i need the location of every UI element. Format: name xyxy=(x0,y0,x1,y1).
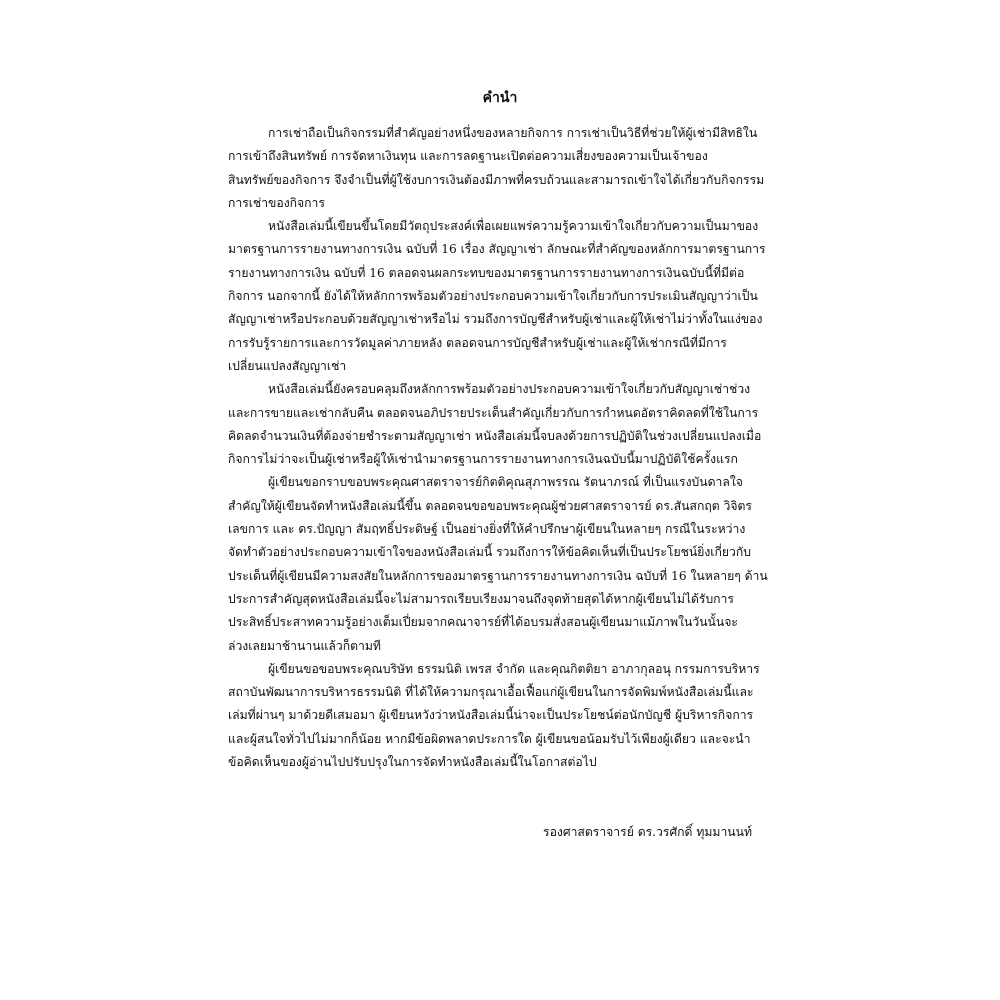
text-line: สถาบันพัฒนาการบริหารธรรมนิติ ที่ได้ให้ความกรุณาเอื้อเฟื้อแก่ผู้เขียนในการจัดพิมพ์หนังสือเล่มนี้และ xyxy=(228,685,754,700)
text-line: หนังสือเล่มนี้เขียนขึ้นโดยมีวัตถุประสงค์เพื่อเผยแพร่ความรู้ความเข้าใจเกี่ยวกับความเป็นมาของ xyxy=(268,219,759,234)
paragraph-3 xyxy=(228,378,768,471)
text-line: สินทรัพย์ของกิจการ จึงจำเป็นที่ผู้ใช้งบการเงินต้องมีภาพที่ครบถ้วนและสามารถเข้าใจได้เกี่ยวกับกิจกรรม xyxy=(228,172,765,187)
paragraph-5 xyxy=(228,658,768,774)
paragraph-1 xyxy=(228,122,768,215)
text-line: ข้อคิดเห็นของผู้อ่านไปปรับปรุงในการจัดทำหนังสือเล่มนี้ในโอกาสต่อไป xyxy=(228,755,597,770)
text-line: การเข้าถึงสินทรัพย์ การจัดหาเงินทุน และการลดฐานะเปิดต่อความเสี่ยงของความเป็นเจ้าของ xyxy=(228,149,708,164)
text-line: คิดลดจำนวนเงินที่ต้องจ่ายชำระตามสัญญาเช่า หนังสือเล่มนี้จบลงด้วยการปฏิบัติในช่วงเปลี่ยนแปลงเมื่อ xyxy=(228,428,762,443)
text-line: ประสิทธิ์ประสาทความรู้อย่างเต็มเปี่ยมจากคณาจารย์ที่ได้อบรมสั่งสอนผู้เขียนมาแม้ภาพในวันนั้นจะ xyxy=(228,615,738,630)
paragraph-4 xyxy=(228,471,768,657)
preface-body xyxy=(228,122,768,774)
text-line: มาตรฐานการรายงานทางการเงิน ฉบับที่ 16 เรื่อง สัญญาเช่า ลักษณะที่สำคัญของหลักการมาตรฐานการ xyxy=(228,242,766,257)
text-line: ผู้เขียนขอกราบขอบพระคุณศาสตราจารย์กิตติคุณสุภาพรรณ รัตนาภรณ์ ที่เป็นแรงบันดาลใจ xyxy=(268,475,743,490)
text-line: และผู้สนใจทั่วไปไม่มากก็น้อย หากมีข้อผิดพลาดประการใด ผู้เขียนขอน้อมรับไว้เพียงผู้เดียว และจะนำ xyxy=(228,731,751,746)
text-line: จัดทำตัวอย่างประกอบความเข้าใจของหนังสือเล่มนี้ รวมถึงการให้ข้อคิดเห็นที่เป็นประโยชน์ยิ่งเกี่ยวกับ xyxy=(228,545,751,560)
text-line: เปลี่ยนแปลงสัญญาเช่า xyxy=(228,358,347,373)
text-line: หนังสือเล่มนี้ยังครอบคลุมถึงหลักการพร้อมตัวอย่างประกอบความเข้าใจเกี่ยวกับสัญญาเช่าช่วง xyxy=(268,382,751,397)
text-line: ล่วงเลยมาช้านานแล้วก็ตามที xyxy=(228,638,381,653)
text-line: สัญญาเช่าหรือประกอบด้วยสัญญาเช่าหรือไม่ รวมถึงการบัญชีสำหรับผู้เช่าและผู้ให้เช่าไม่ว่าทั้งในแง่ของ xyxy=(228,312,763,327)
text-line: ประเด็นที่ผู้เขียนมีความสงสัยในหลักการของมาตรฐานการรายงานทางการเงิน ฉบับที่ 16 ในหลายๆ ด้าน xyxy=(228,568,768,583)
text-line: กิจการไม่ว่าจะเป็นผู้เช่าหรือผู้ให้เช่านำมาตรฐานการรายงานทางการเงินฉบับนี้มาปฏิบัติใช้ครั้งแรก xyxy=(228,452,738,467)
paragraph-2 xyxy=(228,215,768,378)
text-line: ประการสำคัญสุดหนังสือเล่มนี้จะไม่สามารถเรียบเรียงมาจนถึงจุดท้ายสุดได้หากผู้เขียนไม่ได้รับการ xyxy=(228,591,734,606)
page-title: คำนำ xyxy=(482,90,518,106)
text-line: การรับรู้รายการและการวัดมูลค่าภายหลัง ตลอดจนการบัญชีสำหรับผู้เช่าและผู้ให้เช่ากรณีที่มีการ xyxy=(228,335,727,350)
text-line: รายงานทางการเงิน ฉบับที่ 16 ตลอดจนผลกระทบของมาตรฐานการรายงานทางการเงินฉบับนี้ที่มีต่อ xyxy=(228,265,745,280)
text-line: กิจการ นอกจากนี้ ยังได้ให้หลักการพร้อมตัวอย่างประกอบความเข้าใจเกี่ยวกับการประเมินสัญญาว่าเป็น xyxy=(228,289,758,304)
author-signature: รองศาสตราจารย์ ดร.วรศักดิ์ ทุมมานนท์ xyxy=(543,825,752,839)
text-line: เลขการ และ ดร.ปัญญา สัมฤทธิ์ประดิษฐ์ เป็นอย่างยิ่งที่ให้คำปรึกษาผู้เขียนในหลายๆ กรณีในระหว่าง xyxy=(228,522,746,537)
text-line: การเช่าถือเป็นกิจกรรมที่สำคัญอย่างหนึ่งของหลายกิจการ การเช่าเป็นวิธีที่ช่วยให้ผู้เช่ามีสิทธิใน xyxy=(268,126,758,140)
text-line: การเช่าของกิจการ xyxy=(228,195,325,210)
text-line: และการขายและเช่ากลับคืน ตลอดจนอภิปรายประเด็นสำคัญเกี่ยวกับการกำหนดอัตราคิดลดที่ใช้ในการ xyxy=(228,405,759,420)
text-line: สำคัญให้ผู้เขียนจัดทำหนังสือเล่มนี้ขึ้น ตลอดจนขอขอบพระคุณผู้ช่วยศาสตราจารย์ ดร.สันสกฤต วิจิตร xyxy=(228,498,752,513)
text-line: เล่มที่ผ่านๆ มาด้วยดีเสมอมา ผู้เขียนหวังว่าหนังสือเล่มนี้น่าจะเป็นประโยชน์ต่อนักบัญชี ผู้บริหารกิจการ xyxy=(228,708,754,723)
text-line: ผู้เขียนขอขอบพระคุณบริษัท ธรรมนิติ เพรส จำกัด และคุณกิตติยา อาภากุลอนุ กรรมการบริหาร xyxy=(268,661,760,676)
